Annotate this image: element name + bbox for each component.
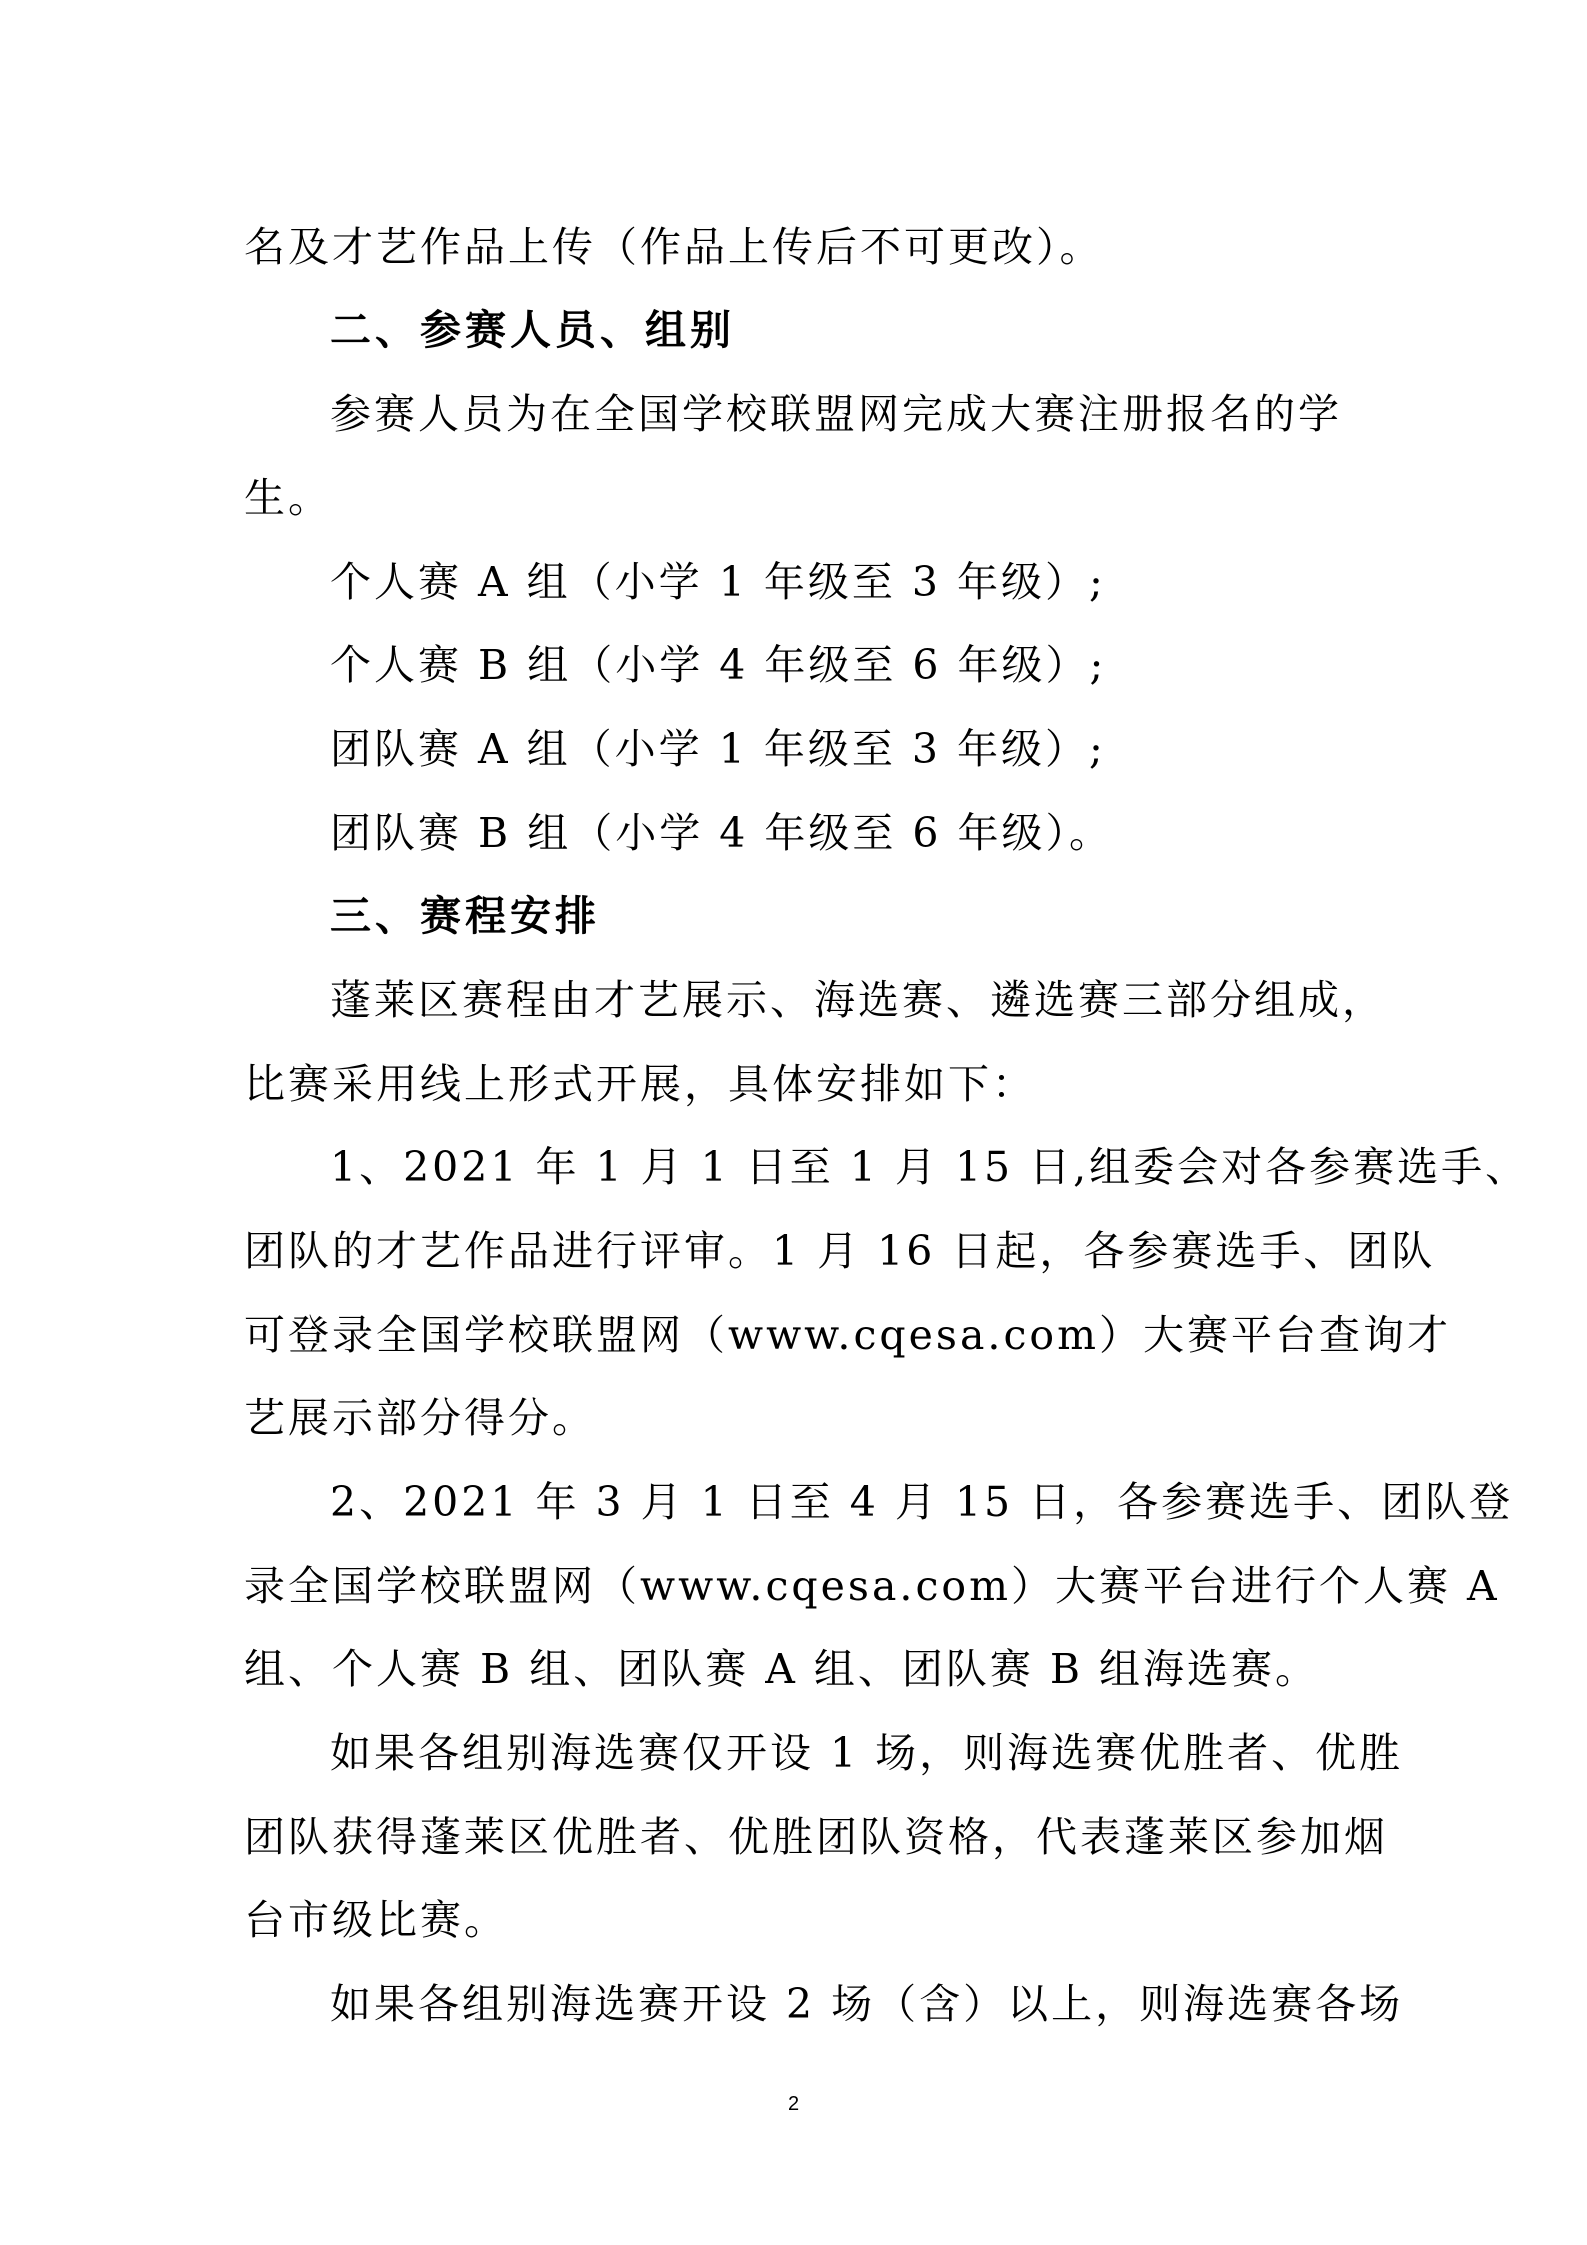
paragraph-line: 团队的才艺作品进行评审。1 月 16 日起，各参赛选手、团队 <box>244 1227 1436 1275</box>
paragraph-line: 艺展示部分得分。 <box>244 1394 596 1442</box>
section-heading-participants: 二、参赛人员、组别 <box>330 306 735 354</box>
section-heading-schedule: 三、赛程安排 <box>330 892 600 940</box>
group-item: 个人赛 B 组（小学 4 年级至 6 年级）; <box>330 641 1107 689</box>
paragraph-line: 团队获得蓬莱区优胜者、优胜团队资格，代表蓬莱区参加烟 <box>244 1813 1388 1861</box>
paragraph-line: 比赛采用线上形式开展，具体安排如下： <box>244 1060 1036 1108</box>
paragraph-line: 2、2021 年 3 月 1 日至 4 月 15 日，各参赛选手、团队登 <box>330 1478 1514 1526</box>
group-item: 团队赛 B 组（小学 4 年级至 6 年级）。 <box>330 809 1113 857</box>
paragraph-line: 录全国学校联盟网（www.cqesa.com）大赛平台进行个人赛 A <box>244 1562 1500 1610</box>
paragraph-line: 生。 <box>244 474 332 522</box>
paragraph-line: 如果各组别海选赛仅开设 1 场，则海选赛优胜者、优胜 <box>330 1729 1404 1777</box>
page-number: 2 <box>787 2093 800 2115</box>
paragraph-line: 参赛人员为在全国学校联盟网完成大赛注册报名的学 <box>330 390 1342 438</box>
group-item: 团队赛 A 组（小学 1 年级至 3 年级）; <box>330 725 1106 773</box>
paragraph-line: 1、2021 年 1 月 1 日至 1 月 15 日,组委会对各参赛选手、 <box>330 1143 1530 1191</box>
paragraph-line: 组、个人赛 B 组、团队赛 A 组、团队赛 B 组海选赛。 <box>244 1645 1320 1693</box>
paragraph-line: 如果各组别海选赛开设 2 场（含）以上，则海选赛各场 <box>330 1980 1404 2028</box>
group-item: 个人赛 A 组（小学 1 年级至 3 年级）; <box>330 558 1106 606</box>
paragraph-line: 蓬莱区赛程由才艺展示、海选赛、遴选赛三部分组成， <box>330 976 1386 1024</box>
paragraph-line: 台市级比赛。 <box>244 1896 508 1944</box>
paragraph-line: 名及才艺作品上传（作品上传后不可更改）。 <box>244 223 1104 271</box>
paragraph-line: 可登录全国学校联盟网（www.cqesa.com）大赛平台查询才 <box>244 1311 1451 1359</box>
